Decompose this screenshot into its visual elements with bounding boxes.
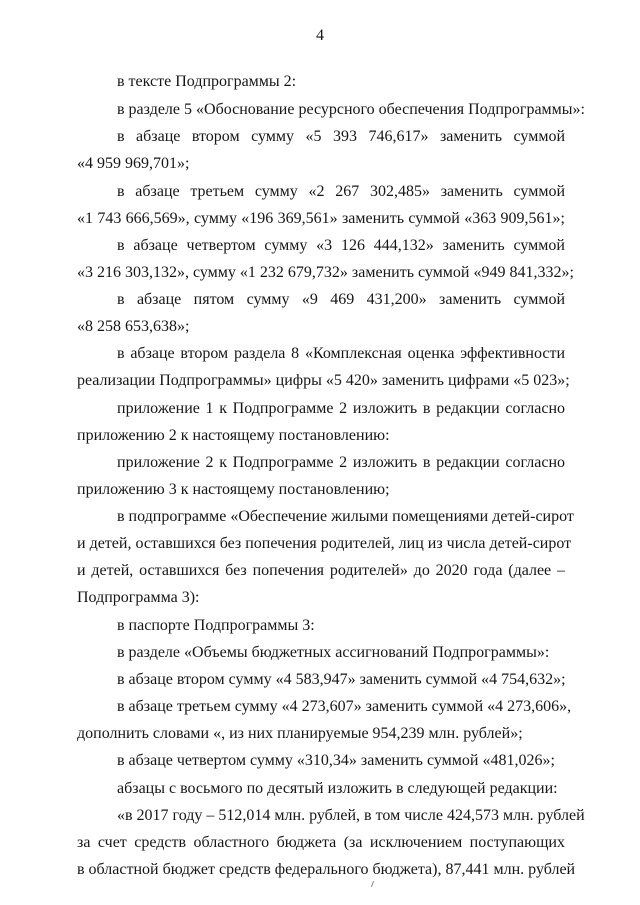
text-line: абзацы с восьмого по десятый изложить в следующей редакции:	[117, 780, 558, 797]
text-line: «8 258 653,638»;	[77, 318, 190, 335]
text-line: «в 2017 году – 512,014 млн. рублей, в том числе 424,573 млн. рублей	[117, 807, 585, 824]
text-line: реализации Подпрограммы» цифры «5 420» заменить цифрами «5 023»;	[77, 372, 570, 389]
text-line: в разделе 5 «Обоснование ресурсного обеспечения Подпрограммы»:	[117, 101, 585, 118]
text-line: за счет средств областного бюджета (за исключением поступающих	[77, 834, 565, 851]
scan-speck	[371, 881, 374, 887]
text-line: приложению 3 к настоящему постановлению;	[77, 481, 390, 498]
text-line: в абзаце третьем сумму «4 273,607» заменить суммой «4 273,606»,	[117, 698, 572, 715]
text-line: «4 959 969,701»;	[77, 155, 190, 172]
text-line: в областной бюджет средств федерального бюджета), 87,441 млн. рублей	[77, 861, 576, 878]
text-line: в абзаце четвертом сумму «3 126 444,132» заменить суммой	[117, 237, 565, 254]
text-line: в абзаце втором сумму «5 393 746,617» заменить суммой	[117, 128, 565, 145]
text-line: в разделе «Объемы бюджетных ассигнований Подпрограммы»:	[117, 644, 550, 661]
text-line: приложению 2 к настоящему постановлению:	[77, 427, 390, 444]
text-line: дополнить словами «, из них планируемые 954,239 млн. рублей»;	[77, 725, 523, 742]
text-line: «3 216 303,132», сумму «1 232 679,732» заменить суммой «949 841,332»;	[77, 264, 574, 281]
text-line: в абзаце третьем сумму «2 267 302,485» заменить суммой	[117, 183, 565, 200]
text-line: приложение 2 к Подпрограмме 2 изложить в редакции согласно	[117, 454, 565, 471]
text-line: в абзаце втором сумму «4 583,947» заменить суммой «4 754,632»;	[117, 671, 566, 688]
text-line: в абзаце втором раздела 8 «Комплексная оценка эффективности	[117, 345, 565, 362]
text-line: «1 743 666,569», сумму «196 369,561» заменить суммой «363 909,561»;	[77, 210, 565, 227]
text-line: в подпрограмме «Обеспечение жилыми помещениями детей-сирот	[117, 508, 574, 525]
text-line: приложение 1 к Подпрограмме 2 изложить в редакции согласно	[117, 400, 565, 417]
page-number: 4	[316, 27, 324, 44]
text-line: в абзаце четвертом сумму «310,34» заменить суммой «481,026»;	[117, 752, 555, 769]
text-line: и детей, оставшихся без попечения родителей» до 2020 года (далее –	[77, 562, 565, 579]
text-line: в тексте Подпрограммы 2:	[117, 73, 297, 90]
text-line: в паспорте Подпрограммы 3:	[117, 617, 315, 634]
text-line: в абзаце пятом сумму «9 469 431,200» заменить суммой	[117, 291, 565, 308]
text-line: и детей, оставшихся без попечения родителей, лиц из числа детей-сирот	[77, 535, 572, 552]
text-line: Подпрограмма 3):	[77, 589, 200, 606]
